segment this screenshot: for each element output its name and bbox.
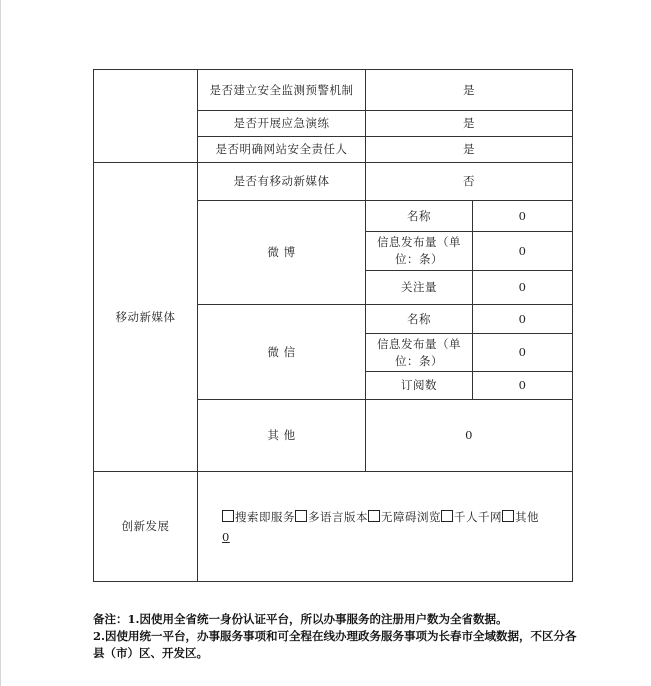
footnote [93, 611, 583, 662]
checkbox-personalized[interactable] [441, 510, 453, 522]
other-label: 其 他 [198, 400, 366, 472]
empty-section-cell [94, 70, 198, 163]
responsible-value: 是 [366, 137, 573, 163]
innovation-label: 创新发展 [94, 472, 198, 582]
option-search-service: 搜索即服务 [235, 509, 295, 524]
mobile-label: 是否有移动新媒体 [198, 163, 366, 201]
checkbox-accessibility[interactable] [368, 510, 380, 522]
other-value: 0 [366, 400, 573, 472]
checkbox-multilingual[interactable] [295, 510, 307, 522]
weixin-publish-label: 信息发布量（单位：条） [366, 334, 473, 372]
drill-value: 是 [366, 111, 573, 137]
weibo-follow-label: 关注量 [366, 271, 473, 305]
weixin-publish-value: 0 [473, 334, 573, 372]
option-multilingual: 多语言版本 [308, 509, 368, 524]
table-row [94, 472, 573, 582]
option-personalized: 千人千网 [454, 509, 502, 524]
drill-label: 是否开展应急演练 [198, 111, 366, 137]
warning-label: 是否建立安全监测预警机制 [198, 70, 366, 111]
warning-value: 是 [366, 70, 573, 111]
responsible-label: 是否明确网站安全责任人 [198, 137, 366, 163]
weibo-publish-value: 0 [473, 232, 573, 271]
weibo-name-label: 名称 [366, 201, 473, 232]
report-table [93, 69, 573, 582]
innovation-other-value: 0 [222, 529, 230, 544]
table-row [94, 163, 573, 201]
footnote-line-2: 2.因使用统一平台，办事服务事项和可全程在线办理政务服务事项为长春市全域数据，不区分各县（市）区、开发区。 [93, 629, 577, 660]
mobile-value: 否 [366, 163, 573, 201]
mobile-section-label: 移动新媒体 [94, 163, 198, 472]
footnote-line-1: 备注：1.因使用全省统一身份认证平台，所以办事服务的注册用户数为全省数据。 [93, 612, 508, 626]
option-other: 其他 [515, 509, 539, 524]
weibo-name-value: 0 [473, 201, 573, 232]
weibo-label: 微 博 [198, 201, 366, 305]
innovation-options [198, 472, 573, 582]
table-row [94, 70, 573, 111]
weixin-name-value: 0 [473, 305, 573, 334]
weixin-sub-label: 订阅数 [366, 372, 473, 400]
weixin-label: 微 信 [198, 305, 366, 400]
checkbox-other[interactable] [502, 510, 514, 522]
option-accessibility: 无障碍浏览 [381, 509, 441, 524]
weixin-sub-value: 0 [473, 372, 573, 400]
weibo-publish-label: 信息发布量（单位：条） [366, 232, 473, 271]
checkbox-search-service[interactable] [222, 510, 234, 522]
weixin-name-label: 名称 [366, 305, 473, 334]
weibo-follow-value: 0 [473, 271, 573, 305]
